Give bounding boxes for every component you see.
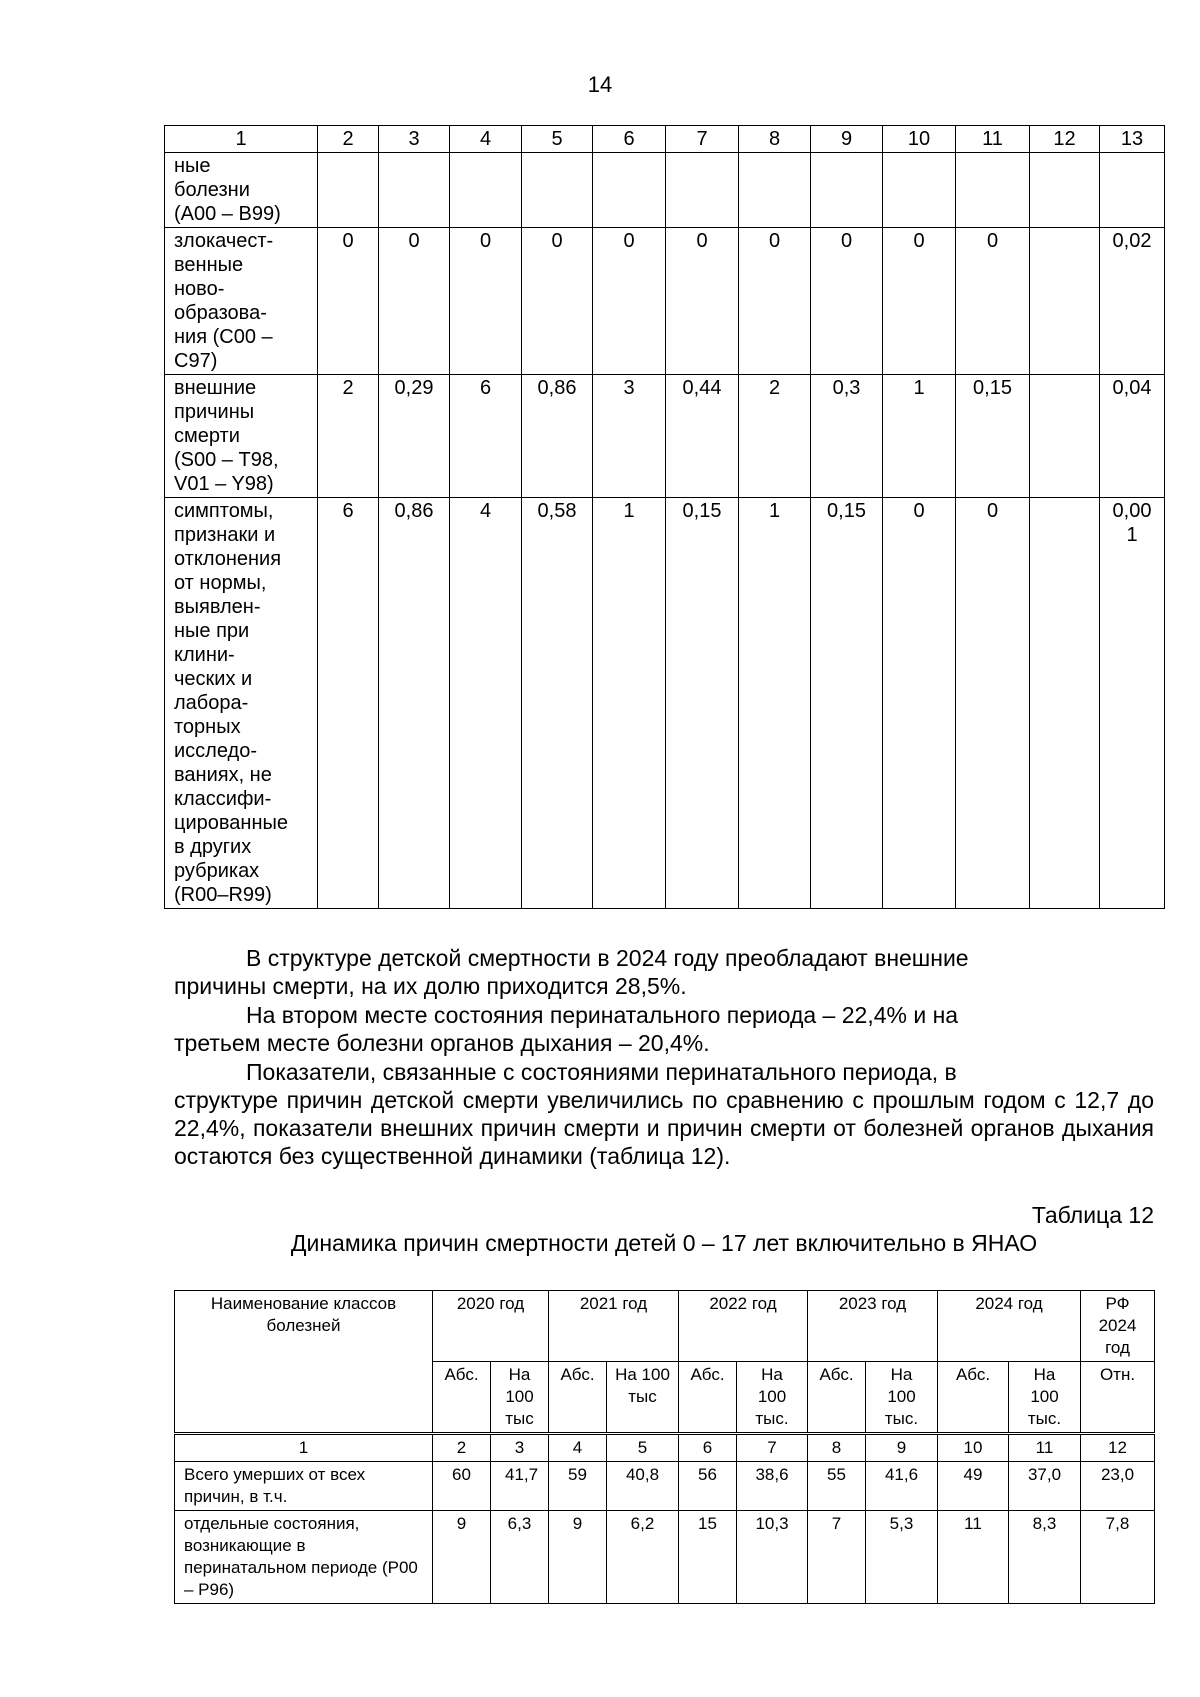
label-line: ново- [174,278,225,300]
value-cell [1030,498,1100,909]
value-cell: 0,04 [1100,375,1165,498]
table-row [165,228,1165,375]
table-title: Динамика причин смертности детей 0 – 17 лет включительно в ЯНАО [290,1230,1038,1256]
value-cell: 9 [549,1511,607,1604]
value-cell: 4 [450,498,522,909]
column-number: 13 [1100,126,1165,153]
value-cell: 56 [679,1462,737,1511]
value-cell [450,153,522,228]
value-cell: 0,44 [666,375,739,498]
abs-header: Абс. [549,1362,607,1434]
label-line: злокачест- [174,230,274,252]
value-cell: 10,3 [737,1511,808,1604]
label-line: исследо- [174,740,257,762]
label-line: ваниях, не [174,764,272,786]
column-number: 1 [175,1434,433,1462]
column-number: 5 [522,126,593,153]
value-cell: 2 [739,375,811,498]
column-number: 5 [607,1434,679,1462]
year-header-2020: 2020 год [433,1291,549,1362]
column-number: 7 [666,126,739,153]
column-number: 9 [866,1434,938,1462]
value-cell: 0 [883,228,956,375]
label-line: признаки и [174,524,276,546]
rel-header: Отн. [1081,1362,1155,1434]
value-cell: 0 [666,228,739,375]
label-line: симптомы, [174,500,274,522]
value-cell: 0 [883,498,956,909]
abs-header: Абс. [679,1362,737,1434]
value-cell: 0 [318,228,379,375]
label-line: ные при [174,620,250,642]
value-cell: 0,86 [379,498,450,909]
column-number: 3 [491,1434,549,1462]
label-line: ния (С00 – [174,326,273,348]
label-line: внешние [174,377,257,399]
value-cell: 0 [450,228,522,375]
year-header-2021: 2021 год [549,1291,679,1362]
value-cell: 23,0 [1081,1462,1155,1511]
value-cell: 37,0 [1009,1462,1081,1511]
value-cell: 0,15 [811,498,883,909]
value-cell: 11 [938,1511,1009,1604]
value-cell: 0 [956,228,1030,375]
value-cell [1030,228,1100,375]
column-number: 9 [811,126,883,153]
column-number: 2 [318,126,379,153]
per-100k-header: На 100 тыс. [866,1362,938,1434]
value-cell: 6,2 [607,1511,679,1604]
label-line: (S00 – Т98, [174,449,279,471]
per-100k-header: На 100 тыс [491,1362,549,1434]
value-cell: 0,3 [811,375,883,498]
label-line: рубриках [174,860,260,882]
label-line: отклонения [174,548,282,570]
column-number: 3 [379,126,450,153]
value-cell [811,153,883,228]
value-cell: 41,6 [866,1462,938,1511]
value-cell: 9 [433,1511,491,1604]
value-cell: 49 [938,1462,1009,1511]
rf-header: РФ 2024 год [1081,1291,1155,1362]
label-line: ные [174,155,211,177]
value-cell [379,153,450,228]
table-header-row [165,126,1165,153]
value-cell: 0,00 1 [1100,498,1165,909]
column-number: 8 [739,126,811,153]
column-number: 6 [593,126,666,153]
value-cell: 15 [679,1511,737,1604]
table-row [175,1511,1155,1604]
value-cell: 0 [379,228,450,375]
column-number: 4 [450,126,522,153]
value-cell: 41,7 [491,1462,549,1511]
value-cell: 0,15 [956,375,1030,498]
label-line: С97) [174,350,218,372]
value-cell [666,153,739,228]
year-header-2022: 2022 год [679,1291,808,1362]
column-number: 12 [1030,126,1100,153]
value-cell: 6 [318,498,379,909]
label-line: (А00 – В99) [174,203,281,225]
value-cell [1030,153,1100,228]
table-label: Таблица 12 [1031,1202,1154,1228]
value-cell: 0 [811,228,883,375]
column-number: 10 [938,1434,1009,1462]
column-number: 2 [433,1434,491,1462]
value-cell: 6 [450,375,522,498]
column-numbers-row [175,1434,1155,1462]
disease-class-label [165,228,318,375]
abs-header: Абс. [938,1362,1009,1434]
value-cell: 0,86 [522,375,593,498]
label-line: венные [174,254,244,276]
value-cell: 3 [593,375,666,498]
label-line: (R00–R99) [174,884,272,906]
value-cell: 2 [318,375,379,498]
label-line: от нормы, [174,572,267,594]
year-header-2023: 2023 год [808,1291,938,1362]
paragraph-external-causes: В структуре детской смертности в 2024 году преобладают внешние причины смерти, на их долю приходится 28,5%. [174,945,969,999]
label-line: в других [174,836,252,858]
disease-class-label [165,498,318,909]
value-cell [593,153,666,228]
label-line: смерти [174,425,240,447]
year-header-2024: 2024 год [938,1291,1081,1362]
value-cell [318,153,379,228]
value-cell [883,153,956,228]
column-number: 1 [165,126,318,153]
value-cell: 1 [739,498,811,909]
table-row [165,153,1165,228]
value-cell: 59 [549,1462,607,1511]
value-cell: 0,58 [522,498,593,909]
page-number: 14 [587,72,613,97]
label-line: причины [174,401,255,423]
disease-class-label: Всего умерших от всех причин, в т.ч. [175,1462,433,1511]
value-cell: 0 [956,498,1030,909]
column-number: 12 [1081,1434,1155,1462]
column-number: 7 [737,1434,808,1462]
per-100k-header: На 100 тыс [607,1362,679,1434]
mortality-dynamics-table [174,1290,1155,1604]
column-number: 4 [549,1434,607,1462]
value-cell: 0 [522,228,593,375]
column-number: 10 [883,126,956,153]
value-cell [739,153,811,228]
value-cell [956,153,1030,228]
paragraph-perinatal-rank: На втором месте состояния перинатального периода – 22,4% и на третьем месте болезни органов дыхания – 20,4%. [174,1002,959,1056]
label-line: V01 – Y98) [174,473,274,495]
column-number: 11 [956,126,1030,153]
value-cell: 38,6 [737,1462,808,1511]
value-cell: 40,8 [607,1462,679,1511]
abs-header: Абс. [433,1362,491,1434]
label-line: цированные [174,812,288,834]
name-column-header: Наименование классов болезней [175,1291,433,1434]
per-100k-header: На 100 тыс. [1009,1362,1081,1434]
label-line: выявлен- [174,596,261,618]
label-line: образова- [174,302,267,324]
column-number: 8 [808,1434,866,1462]
value-cell: 60 [433,1462,491,1511]
label-line: клини- [174,644,235,666]
per-100k-header: На 100 тыс. [737,1362,808,1434]
value-cell: 1 [883,375,956,498]
label-line: ческих и [174,668,253,690]
value-cell [522,153,593,228]
causes-table-continued [164,125,1165,909]
value-cell [1100,153,1165,228]
disease-class-label: отдельные состояния, возникающие в перинатальном периоде (Р00 – Р96) [175,1511,433,1604]
paragraph-structure-change: Показатели, связанные с состояниями перинатального периода, в структуре причин детской смерти увеличились по сравнению с прошлым годом с 12,7 до 22,4%, показатели внешних причин смерти и причин смерти от болезней органов дыхания остаются без существенной динамики (таблица 12). [174,1059,1154,1169]
column-number: 11 [1009,1434,1081,1462]
label-line: лабора- [174,692,249,714]
disease-class-label [165,375,318,498]
value-cell: 55 [808,1462,866,1511]
value-cell: 0 [739,228,811,375]
label-line: классифи- [174,788,272,810]
column-number: 6 [679,1434,737,1462]
value-cell: 0,02 [1100,228,1165,375]
value-cell: 7,8 [1081,1511,1155,1604]
value-cell: 5,3 [866,1511,938,1604]
value-cell: 1 [593,498,666,909]
value-cell: 0 [593,228,666,375]
value-cell: 0,29 [379,375,450,498]
value-cell: 7 [808,1511,866,1604]
abs-header: Абс. [808,1362,866,1434]
value-cell: 0,15 [666,498,739,909]
table-row [165,498,1165,909]
value-cell [1030,375,1100,498]
disease-class-label [165,153,318,228]
table-row [165,375,1165,498]
value-cell: 6,3 [491,1511,549,1604]
table-row [175,1462,1155,1511]
label-line: болезни [174,179,250,201]
label-line: торных [174,716,241,738]
value-cell: 8,3 [1009,1511,1081,1604]
